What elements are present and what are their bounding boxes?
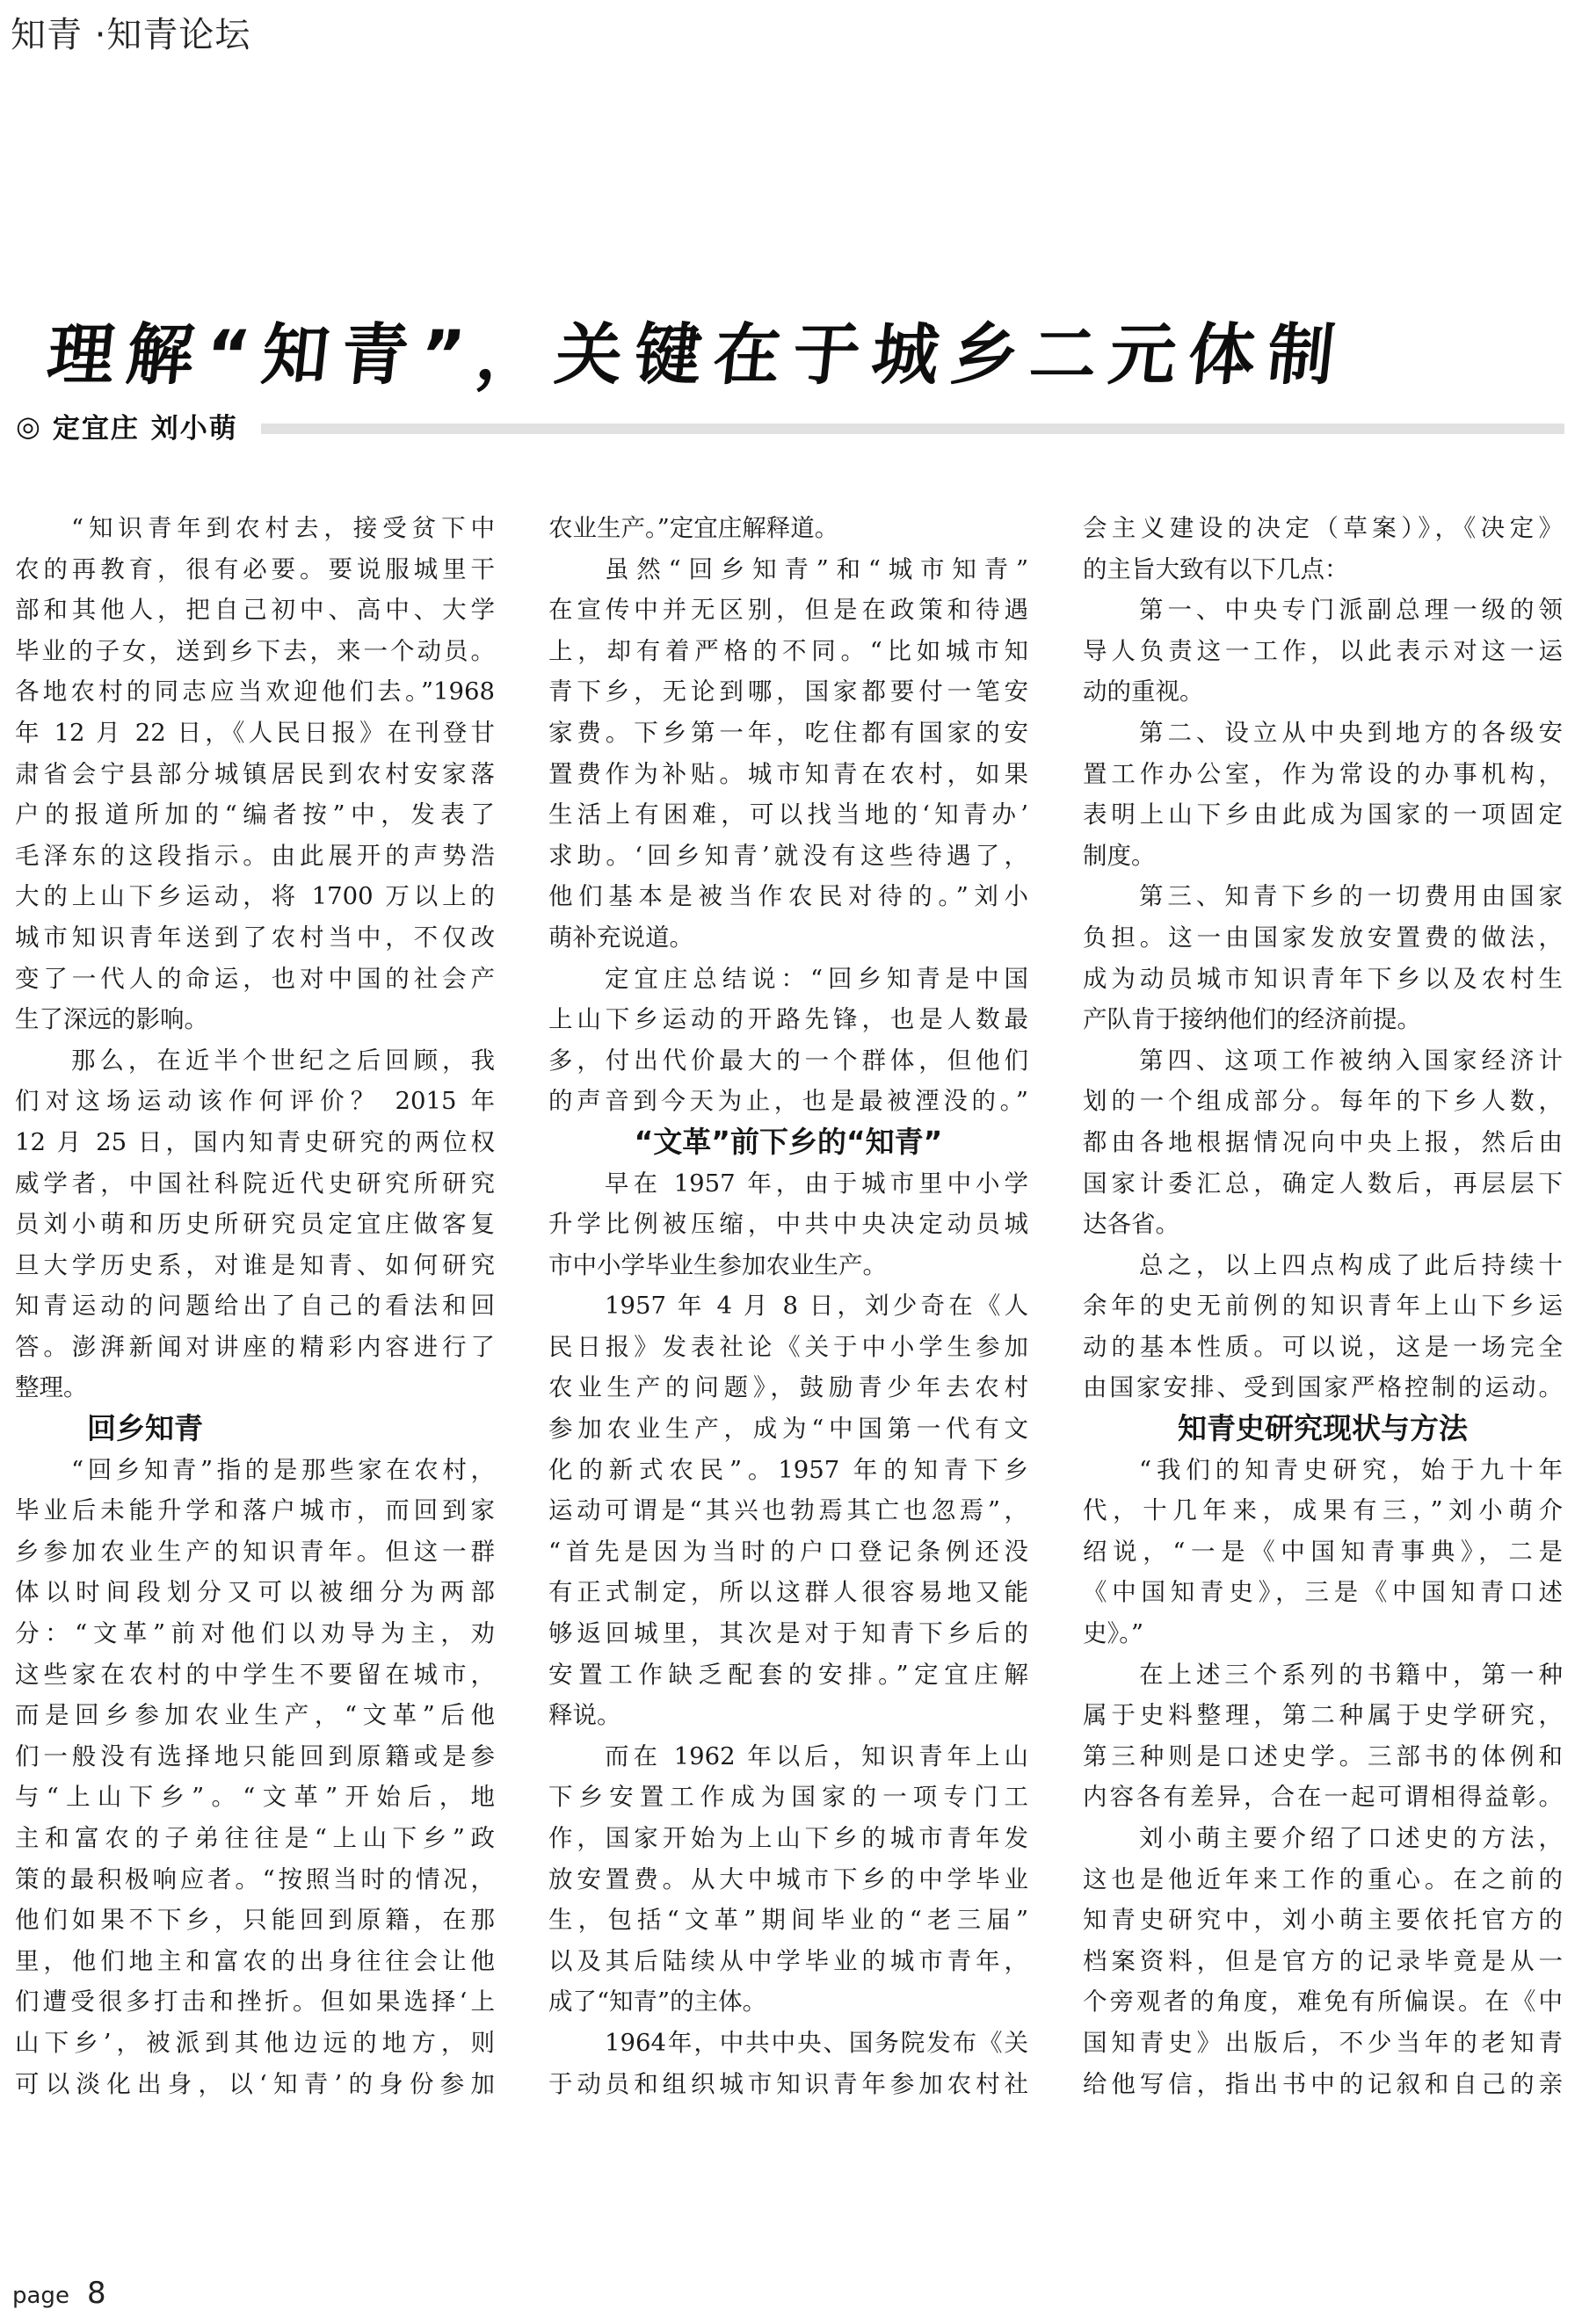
paragraph: [1083, 713, 1563, 876]
text-line: 第二、设立从中央到地方的各级安: [1139, 718, 1563, 747]
text-line: 那么，在近半个世纪之后回顾，我: [71, 1046, 495, 1075]
text-line: 农的再教育，很有必要。要说服城里干: [15, 554, 495, 583]
text-line: 年 12 月 22 日，《人民日报》在刊登甘: [15, 718, 495, 747]
section-heading: 知青史研究现状与方法: [1178, 1411, 1468, 1446]
text-line: 的主旨大致有以下几点：: [1083, 554, 1349, 583]
text-line: 放安置费。从大中城市下乡的中学毕业: [548, 1864, 1028, 1893]
text-line: 在宣传中并无区别，但是在政策和待遇: [548, 596, 1028, 625]
text-line: 刘小萌主要介绍了口述史的方法，: [1139, 1824, 1563, 1852]
text-line: 负担。这一由国家发放安置费的做法，: [1083, 923, 1563, 952]
text-line: 毕业的子女，送到乡下去，来一个动员。: [15, 636, 495, 665]
text-line: 们遭受很多打击和挫折。但如果选择‘上: [15, 1987, 495, 2016]
byline: [16, 406, 1564, 445]
text-line: 旦大学历史系，对谁是知青、如何研究: [15, 1250, 495, 1279]
text-line: 化的新式农民”。1957 年的知青下乡: [548, 1455, 1028, 1484]
text-line: 这些家在农村的中学生不要留在城市，: [15, 1660, 495, 1689]
text-line: 余年的史无前例的知识青年上山下乡运: [1083, 1292, 1563, 1321]
text-line: 生，包括“文革”期间毕业的“老三届”: [548, 1906, 1028, 1935]
paragraph: [548, 1285, 1028, 1736]
text-line: 下乡安置工作成为国家的一项专门工: [548, 1783, 1028, 1812]
paragraph: [548, 959, 1028, 1122]
text-line: 在上述三个系列的书籍中，第一种: [1139, 1660, 1563, 1689]
text-line: 毛泽东的这段指示。由此展开的声势浩: [15, 841, 495, 870]
text-line: 会主义建设的决定（草案）》，《决定》: [1083, 514, 1563, 542]
text-line: 产队肯于接纳他们的经济前提。: [1083, 1005, 1421, 1034]
text-line: 第三、知青下乡的一切费用由国家: [1139, 882, 1563, 911]
text-line: 成了“知青”的主体。: [548, 1987, 767, 2016]
paragraph: [548, 549, 1028, 959]
text-line: 分：“文革”前对他们以劝导为主，劝: [15, 1619, 495, 1648]
text-line: 表明上山下乡由此成为国家的一项固定: [1083, 800, 1563, 829]
paragraph: [15, 1040, 495, 1408]
text-line: 家费。下乡第一年，吃住都有国家的安: [548, 718, 1028, 747]
text-line: 参加农业生产，成为“中国第一代有文: [548, 1415, 1028, 1444]
text-line: 员刘小萌和历史所研究员定宜庄做客复: [15, 1210, 495, 1239]
text-line: 成为动员城市知识青年下乡以及农村生: [1083, 964, 1563, 993]
text-line: 他们基本是被当作农民对待的。”刘小: [548, 882, 1028, 911]
text-line: 上，却有着严格的不同。“比如城市知: [548, 636, 1028, 665]
paragraph: [1083, 508, 1563, 590]
section-heading: “文革”前下乡的“知青”: [634, 1124, 943, 1159]
text-line: 达各省。: [1083, 1210, 1179, 1239]
text-line: 第一、中央专门派副总理一级的领: [1139, 596, 1563, 625]
text-line: 各地农村的同志应当欢迎他们去。”1968: [15, 677, 495, 706]
text-line: 总之，以上四点构成了此后持续十: [1139, 1250, 1563, 1279]
text-line: 肃省会宁县部分城镇居民到农村安家落: [15, 759, 495, 788]
text-line: 知青史研究中，刘小萌主要依托官方的: [1083, 1906, 1563, 1935]
text-line: 置工作办公室，作为常设的办事机构，: [1083, 759, 1563, 788]
text-line: 们对这场运动该作何评价？ 2015 年: [15, 1087, 495, 1116]
paragraph: [15, 1450, 495, 2105]
bullseye-icon: ◎: [16, 409, 40, 443]
text-line: 第三种则是口述史学。三部书的体例和: [1083, 1741, 1563, 1770]
text-line: 体以时间段划分又可以被细分为两部: [15, 1578, 495, 1607]
text-line: 动的重视。: [1083, 677, 1204, 706]
text-line: 属于史料整理，第二种属于史学研究，: [1083, 1701, 1563, 1730]
text-line: “知识青年到农村去，接受贫下中: [71, 514, 495, 542]
text-line: 威学者，中国社科院近代史研究所研究: [15, 1169, 495, 1198]
paragraph: [548, 1736, 1028, 2023]
text-line: 12 月 25 日，国内知青史研究的两位权: [15, 1127, 495, 1156]
text-line: 运动可谓是“其兴也勃焉其亡也忽焉”，: [548, 1496, 1028, 1525]
text-line: 民日报》发表社论《关于中小学生参加: [548, 1332, 1028, 1361]
paragraph: [1083, 1818, 1563, 2104]
text-line: 主和富农的子弟往往是“上山下乡”政: [15, 1824, 495, 1852]
text-line: 绍说，“一是《中国知青事典》，二是: [1083, 1537, 1563, 1566]
text-line: 多，付出代价最大的一个群体，但他们: [548, 1046, 1028, 1075]
text-line: 策的最积极响应者。“按照当时的情况，: [15, 1864, 495, 1893]
text-line: 制度。: [1083, 841, 1156, 870]
text-line: “首先是因为当时的户口登记条例还没: [548, 1537, 1028, 1566]
text-line: 们一般没有选择地只能回到原籍或是参: [15, 1741, 495, 1770]
text-line: 青下乡，无论到哪，国家都要付一笔安: [548, 677, 1028, 706]
text-line: 升学比例被压缩，中共中央决定动员城: [548, 1210, 1028, 1239]
text-line: 与“上山下乡”。“文革”开始后，地: [15, 1783, 495, 1812]
page-footer: [12, 2276, 106, 2311]
text-line: 而在 1962 年以后，知识青年上山: [605, 1741, 1028, 1770]
text-line: 山下乡’，被派到其他边远的地方，则: [15, 2028, 495, 2057]
text-line: 农业生产的问题》，鼓励青少年去农村: [548, 1373, 1028, 1402]
text-line: 有正式制定，所以这群人很容易地又能: [548, 1578, 1028, 1607]
text-line: 《中国知青史》，三是《中国知青口述: [1083, 1578, 1563, 1607]
text-line: 个旁观者的角度，难免有所偏误。在《中: [1083, 1987, 1563, 2016]
text-line: 够返回城里，其次是对于知青下乡后的: [548, 1619, 1028, 1648]
text-line: 萌补充说道。: [548, 923, 693, 952]
paragraph: [1083, 1654, 1563, 1818]
text-line: 求助。‘回乡知青’就没有这些待遇了，: [548, 841, 1028, 870]
section-heading: 回乡知青: [87, 1411, 203, 1446]
text-line: 虽然“回乡知青”和“城市知青”: [605, 554, 1028, 583]
text-line: 国知青史》出版后，不少当年的老知青: [1083, 2028, 1563, 2057]
paragraph: [1083, 1245, 1563, 1408]
text-line: 上山下乡运动的开路先锋，也是人数最: [548, 1005, 1028, 1034]
text-line: 国家计委汇总，确定人数后，再层层下: [1083, 1169, 1563, 1198]
text-line: 安置工作缺乏配套的安排。”定宜庄解: [548, 1660, 1028, 1689]
text-line: 市中小学毕业生参加农业生产。: [548, 1250, 887, 1279]
text-line: 可以淡化出身，以‘知青’的身份参加: [15, 2069, 495, 2098]
text-line: 毕业后未能升学和落户城市，而回到家: [15, 1496, 495, 1525]
text-line: 动的基本性质。可以说，这是一场完全: [1083, 1332, 1563, 1361]
text-line: 给他写信，指出书中的记叙和自己的亲: [1083, 2069, 1563, 2098]
text-line: 史》。”: [1083, 1619, 1144, 1648]
column-3: [1083, 508, 1563, 2104]
text-line: 置费作为补贴。城市知青在农村，如果: [548, 759, 1028, 788]
paragraph: [1083, 1450, 1563, 1654]
text-line: 整理。: [15, 1373, 88, 1402]
text-line: 生了深远的影响。: [15, 1005, 208, 1034]
text-line: 都由各地根据情况向中央上报，然后由: [1083, 1127, 1563, 1156]
page-number: 8: [86, 2276, 106, 2311]
text-line: 里，他们地主和富农的出身往往会让他: [15, 1946, 495, 1975]
text-line: 知青运动的问题给出了自己的看法和回: [15, 1292, 495, 1321]
paragraph: [15, 508, 495, 1040]
page-label: page: [12, 2283, 69, 2309]
paragraph: [1083, 590, 1563, 713]
text-line: 定宜庄总结说：“回乡知青是中国: [605, 964, 1028, 993]
text-line: “回乡知青”指的是那些家在农村，: [71, 1455, 495, 1484]
text-line: 答。澎湃新闻对讲座的精彩内容进行了: [15, 1332, 495, 1361]
text-line: 由国家安排、受到国家严格控制的运动。: [1083, 1373, 1563, 1402]
text-line: 作，国家开始为上山下乡的城市青年发: [548, 1824, 1028, 1852]
text-line: 而是回乡参加农业生产，“文革”后他: [15, 1701, 495, 1730]
paragraph: [1083, 1040, 1563, 1245]
text-line: 部和其他人，把自己初中、高中、大学: [15, 596, 495, 625]
text-line: 农业生产。”定宜庄解释道。: [548, 514, 839, 542]
text-line: 1964年，中共中央、国务院发布《关: [605, 2028, 1028, 2057]
text-line: 这也是他近年来工作的重心。在之前的: [1083, 1864, 1563, 1893]
column-1: [15, 508, 495, 2104]
paragraph: [548, 1163, 1028, 1286]
text-line: 于动员和组织城市知识青年参加农村社: [548, 2069, 1028, 2098]
text-line: 城市知识青年送到了农村当中，不仅改: [15, 923, 495, 952]
running-head: 知青 ·知青论坛: [11, 15, 251, 55]
article-title: 理解“知青”，关键在于城乡二元体制: [43, 315, 1351, 394]
paragraph: [1083, 876, 1563, 1039]
text-line: 内容各有差异，合在一起可谓相得益彰。: [1083, 1783, 1563, 1812]
text-line: 的声音到今天为止，也是最被湮没的。”: [548, 1087, 1028, 1116]
text-line: 档案资料，但是官方的记录毕竟是从一: [1083, 1946, 1563, 1975]
text-line: 生活上有困难，可以找当地的‘知青办’: [548, 800, 1028, 829]
text-line: 户的报道所加的“编者按”中，发表了: [15, 800, 495, 829]
paragraph: [548, 508, 1028, 549]
text-line: 早在 1957 年，由于城市里中小学: [605, 1169, 1028, 1198]
text-line: 变了一代人的命运，也对中国的社会产: [15, 964, 495, 993]
text-line: “我们的知青史研究，始于九十年: [1139, 1455, 1563, 1484]
byline-authors: 定宜庄 刘小萌: [52, 413, 238, 445]
text-line: 大的上山下乡运动，将 1700 万以上的: [15, 882, 495, 911]
text-line: 乡参加农业生产的知识青年。但这一群: [15, 1537, 495, 1566]
text-line: 他们如果不下乡，只能回到原籍，在那: [15, 1906, 495, 1935]
text-line: 以及其后陆续从中学毕业的城市青年，: [548, 1946, 1028, 1975]
column-2: [548, 508, 1028, 2104]
text-line: 1957 年 4 月 8 日，刘少奇在《人: [605, 1292, 1028, 1321]
paragraph: [548, 2023, 1028, 2104]
text-line: 代，十几年来，成果有三，”刘小萌介: [1083, 1496, 1563, 1525]
byline-rule: [261, 424, 1564, 434]
text-line: 划的一个组成部分。每年的下乡人数，: [1083, 1087, 1563, 1116]
text-line: 导人负责这一工作，以此表示对这一运: [1083, 636, 1563, 665]
text-line: 释说。: [548, 1701, 621, 1730]
text-line: 第四、这项工作被纳入国家经济计: [1139, 1046, 1563, 1075]
